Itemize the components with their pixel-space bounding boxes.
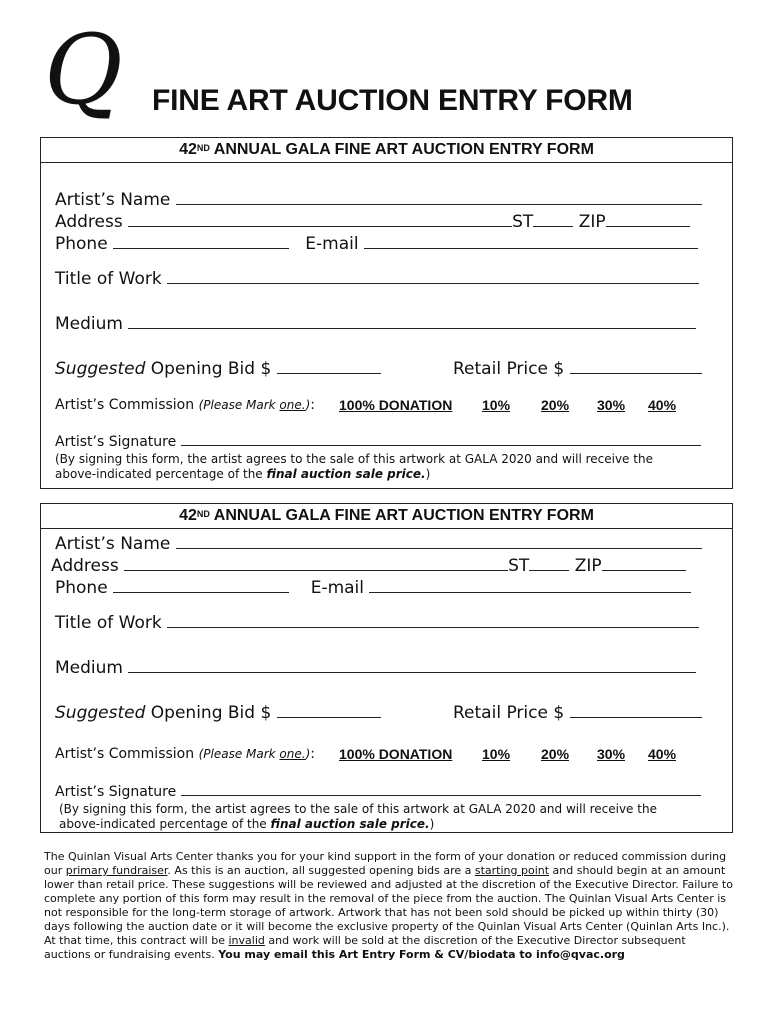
option-100-donation[interactable]: 100% DONATION <box>339 397 453 413</box>
medium-field[interactable] <box>55 314 702 334</box>
address-field[interactable] <box>51 556 702 576</box>
st-label: ST <box>508 556 530 576</box>
heading-sup: ND <box>196 509 210 519</box>
title-of-work-label: Title of Work <box>55 613 162 633</box>
option-20-percent[interactable]: 20% <box>541 397 570 413</box>
email-label: E-mail <box>310 578 365 598</box>
commission-label: Artist’s Commission (Please Mark one.): <box>55 397 315 413</box>
suggested-label: Suggested <box>55 359 146 379</box>
address-label: Address <box>55 212 123 232</box>
heading-text: ANNUAL GALA FINE ART AUCTION ENTRY FORM <box>209 507 594 524</box>
option-30-percent[interactable]: 30% <box>597 397 626 413</box>
medium-label: Medium <box>55 658 123 678</box>
artist-name-label: Artist’s Name <box>55 534 171 554</box>
phone-email-field[interactable] <box>55 578 702 598</box>
option-30-percent[interactable]: 30% <box>597 746 626 762</box>
title-of-work-label: Title of Work <box>55 269 162 289</box>
heading-number: 42 <box>179 507 197 524</box>
zip-label: ZIP <box>574 556 602 576</box>
signature-label: Artist’s Signature <box>55 434 177 450</box>
signature-note: (By signing this form, the artist agrees to the sale of this artwork at GALA 2020 and will receive the above-indicated percentage of the final auction sale price.) <box>55 452 653 481</box>
option-100-donation[interactable]: 100% DONATION <box>339 746 453 762</box>
option-10-percent[interactable]: 10% <box>482 397 511 413</box>
retail-price-field[interactable] <box>453 359 702 379</box>
medium-field[interactable] <box>55 658 702 678</box>
footer-text: The Quinlan Visual Arts Center thanks you for your kind support in the form of your donation or reduced commission during our primary fundraiser. As this is an auction, all suggested opening bids are a starting point and should begin at an amount lower than retail price. These suggestions will be reviewed and adjusted at the discretion of the Executive Director. Failure to complete any portion of this form may result in the removal of the piece from the auction. The Quinlan Visual Arts Center is not responsible for the long-term storage of artwork. Artwork that has not been sold should be picked up within thirty (30) days following the auction date or it will become the exclusive property of the Quinlan Visual Arts Center (Quinlan Arts Inc.). At that time, this contract will be invalid and work will be sold at the discretion of the Executive Director subsequent auctions or fundraising events. You may email this Art Entry Form & CV/biodata to info@qvac.org <box>44 850 733 961</box>
suggested-label: Suggested <box>55 703 146 723</box>
email-label: E-mail <box>305 234 359 254</box>
medium-label: Medium <box>55 314 123 334</box>
st-label: ST <box>512 212 534 232</box>
form-heading <box>41 138 732 163</box>
form-heading <box>41 504 732 529</box>
commission-label: Artist’s Commission (Please Mark one.): <box>55 746 315 762</box>
signature-field[interactable] <box>55 783 701 800</box>
phone-email-field[interactable] <box>55 234 702 254</box>
signature-note: (By signing this form, the artist agrees to the sale of this artwork at GALA 2020 and will receive the above-indicated percentage of the final auction sale price.) <box>59 802 657 831</box>
logo: Q <box>44 14 123 126</box>
address-field[interactable] <box>55 212 702 232</box>
phone-label: Phone <box>55 578 108 598</box>
retail-price-label: Retail Price $ <box>453 703 565 723</box>
retail-price-field[interactable] <box>453 703 702 723</box>
footer-underline: invalid <box>228 934 265 947</box>
option-40-percent[interactable]: 40% <box>648 746 677 762</box>
opening-bid-label: Opening Bid $ <box>145 703 272 723</box>
address-label: Address <box>51 556 119 576</box>
heading-number: 42 <box>179 141 197 158</box>
option-40-percent[interactable]: 40% <box>648 397 677 413</box>
opening-bid-field[interactable] <box>55 703 381 723</box>
artist-name-field[interactable] <box>55 190 702 210</box>
entry-form-2 <box>40 503 733 833</box>
phone-label: Phone <box>55 234 108 254</box>
option-20-percent[interactable]: 20% <box>541 746 570 762</box>
artist-name-field[interactable] <box>55 534 702 554</box>
footer-email-note: You may email this Art Entry Form & CV/biodata to info@qvac.org <box>218 948 625 961</box>
retail-price-label: Retail Price $ <box>453 359 565 379</box>
opening-bid-field[interactable] <box>55 359 381 379</box>
footer-underline: starting point <box>474 864 550 877</box>
heading-text: ANNUAL GALA FINE ART AUCTION ENTRY FORM <box>209 141 594 158</box>
signature-label: Artist’s Signature <box>55 784 177 800</box>
title-of-work-field[interactable] <box>55 269 702 289</box>
opening-bid-label: Opening Bid $ <box>145 359 272 379</box>
heading-sup: ND <box>196 143 210 153</box>
footer-underline: primary fundraiser <box>65 864 168 877</box>
option-10-percent[interactable]: 10% <box>482 746 511 762</box>
signature-field[interactable] <box>55 433 701 450</box>
page-title: FINE ART AUCTION ENTRY FORM <box>152 84 633 117</box>
entry-form-1 <box>40 137 733 489</box>
zip-label: ZIP <box>578 212 606 232</box>
artist-name-label: Artist’s Name <box>55 190 171 210</box>
title-of-work-field[interactable] <box>55 613 702 633</box>
